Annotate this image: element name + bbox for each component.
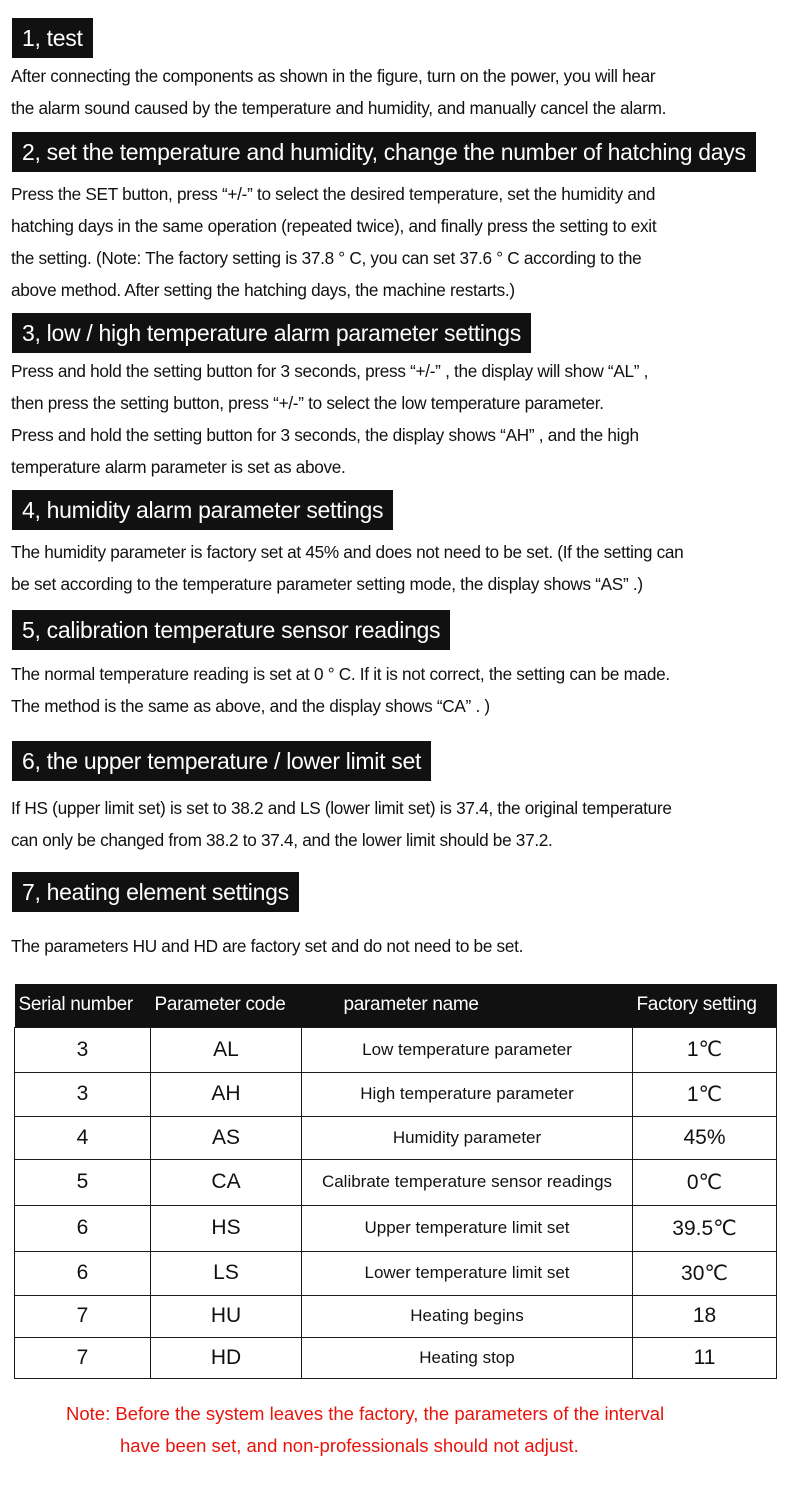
column-header-factory-setting: Factory setting (636, 994, 757, 1016)
cell-serial-number: 3 (15, 1027, 151, 1072)
cell-factory-setting: 30℃ (633, 1251, 777, 1295)
section-5-text (11, 658, 787, 722)
text-line: be set according to the temperature parameter setting mode, the display shows “AS” .) (11, 574, 643, 594)
table-row (15, 1116, 777, 1159)
text-line: The normal temperature reading is set at 0 ° C. If it is not correct, the setting can be made. (11, 664, 670, 684)
factory-note-line-2: have been set, and non-professionals should not adjust. (120, 1435, 579, 1456)
section-6-text (11, 792, 787, 856)
text-line: the setting. (Note: The factory setting is 37.8 ° C, you can set 37.6 ° C according to the (11, 248, 642, 268)
section-7-heading: 7, heating element settings (12, 872, 299, 912)
cell-factory-setting: 45% (633, 1116, 777, 1159)
text-line: Press and hold the setting button for 3 seconds, the display shows “AH” , and the high (11, 425, 639, 445)
table-row (15, 1251, 777, 1295)
section-4-heading: 4, humidity alarm parameter settings (12, 490, 393, 530)
cell-parameter-name: Heating stop (302, 1337, 633, 1378)
parameter-table (14, 984, 777, 1379)
cell-factory-setting: 1℃ (633, 1072, 777, 1116)
table-row (15, 1205, 777, 1251)
text-line: Press and hold the setting button for 3 seconds, press “+/-” , the display will show “AL” , (11, 361, 649, 381)
cell-parameter-name: Heating begins (302, 1295, 633, 1337)
cell-serial-number: 4 (15, 1116, 151, 1159)
cell-serial-number: 6 (15, 1251, 151, 1295)
section-1-heading: 1, test (12, 18, 93, 58)
cell-parameter-name: Low temperature parameter (302, 1027, 633, 1072)
table-row (15, 1027, 777, 1072)
text-line: The method is the same as above, and the display shows “CA” . ) (11, 696, 490, 716)
cell-parameter-name: Upper temperature limit set (302, 1205, 633, 1251)
section-2-heading: 2, set the temperature and humidity, change the number of hatching days (12, 132, 756, 172)
table-row (15, 1072, 777, 1116)
column-header-parameter-code: Parameter code (154, 994, 286, 1016)
cell-parameter-code: HS (151, 1205, 302, 1251)
text-line: above method. After setting the hatching days, the machine restarts.) (11, 280, 515, 300)
section-7-text (11, 930, 787, 962)
section-3-heading: 3, low / high temperature alarm parameter settings (12, 313, 531, 353)
cell-factory-setting: 18 (633, 1295, 777, 1337)
cell-factory-setting: 11 (633, 1337, 777, 1378)
text-line: Press the SET button, press “+/-” to select the desired temperature, set the humidity and (11, 184, 656, 204)
cell-serial-number: 7 (15, 1295, 151, 1337)
column-header-serial-number: Serial number (18, 994, 133, 1016)
section-5-heading: 5, calibration temperature sensor readings (12, 610, 450, 650)
cell-factory-setting: 1℃ (633, 1027, 777, 1072)
table-row (15, 1159, 777, 1205)
text-line: the alarm sound caused by the temperature and humidity, and manually cancel the alarm. (11, 98, 667, 118)
table-row (15, 1337, 777, 1378)
cell-factory-setting: 0℃ (633, 1159, 777, 1205)
cell-parameter-code: HU (151, 1295, 302, 1337)
section-1-text (11, 60, 787, 124)
cell-serial-number: 7 (15, 1337, 151, 1378)
cell-parameter-code: LS (151, 1251, 302, 1295)
text-line: temperature alarm parameter is set as above. (11, 457, 346, 477)
cell-parameter-code: AS (151, 1116, 302, 1159)
text-line: then press the setting button, press “+/-” to select the low temperature parameter. (11, 393, 604, 413)
table-row (15, 1295, 777, 1337)
section-3-text (11, 355, 787, 483)
column-header-parameter-name: parameter name (343, 994, 479, 1016)
cell-parameter-name: Lower temperature limit set (302, 1251, 633, 1295)
text-line: After connecting the components as shown in the figure, turn on the power, you will hear (11, 66, 656, 86)
text-line: hatching days in the same operation (repeated twice), and finally press the setting to exit (11, 216, 657, 236)
factory-note-line-1: Note: Before the system leaves the factory, the parameters of the interval (66, 1403, 665, 1424)
cell-serial-number: 3 (15, 1072, 151, 1116)
section-6-heading: 6, the upper temperature / lower limit set (12, 741, 431, 781)
text-line: If HS (upper limit set) is set to 38.2 and LS (lower limit set) is 37.4, the original temperature (11, 798, 672, 818)
cell-parameter-name: High temperature parameter (302, 1072, 633, 1116)
cell-parameter-code: AL (151, 1027, 302, 1072)
text-line: The parameters HU and HD are factory set and do not need to be set. (11, 936, 524, 956)
text-line: The humidity parameter is factory set at 45% and does not need to be set. (If the setting can (11, 542, 684, 562)
cell-parameter-code: CA (151, 1159, 302, 1205)
cell-parameter-name: Humidity parameter (302, 1116, 633, 1159)
cell-parameter-code: AH (151, 1072, 302, 1116)
cell-serial-number: 6 (15, 1205, 151, 1251)
cell-factory-setting: 39.5℃ (633, 1205, 777, 1251)
cell-parameter-name: Calibrate temperature sensor readings (302, 1159, 633, 1205)
section-4-text (11, 536, 787, 600)
cell-serial-number: 5 (15, 1159, 151, 1205)
cell-parameter-code: HD (151, 1337, 302, 1378)
text-line: can only be changed from 38.2 to 37.4, and the lower limit should be 37.2. (11, 830, 553, 850)
table-header-row (15, 984, 777, 1027)
section-2-text (11, 178, 787, 306)
